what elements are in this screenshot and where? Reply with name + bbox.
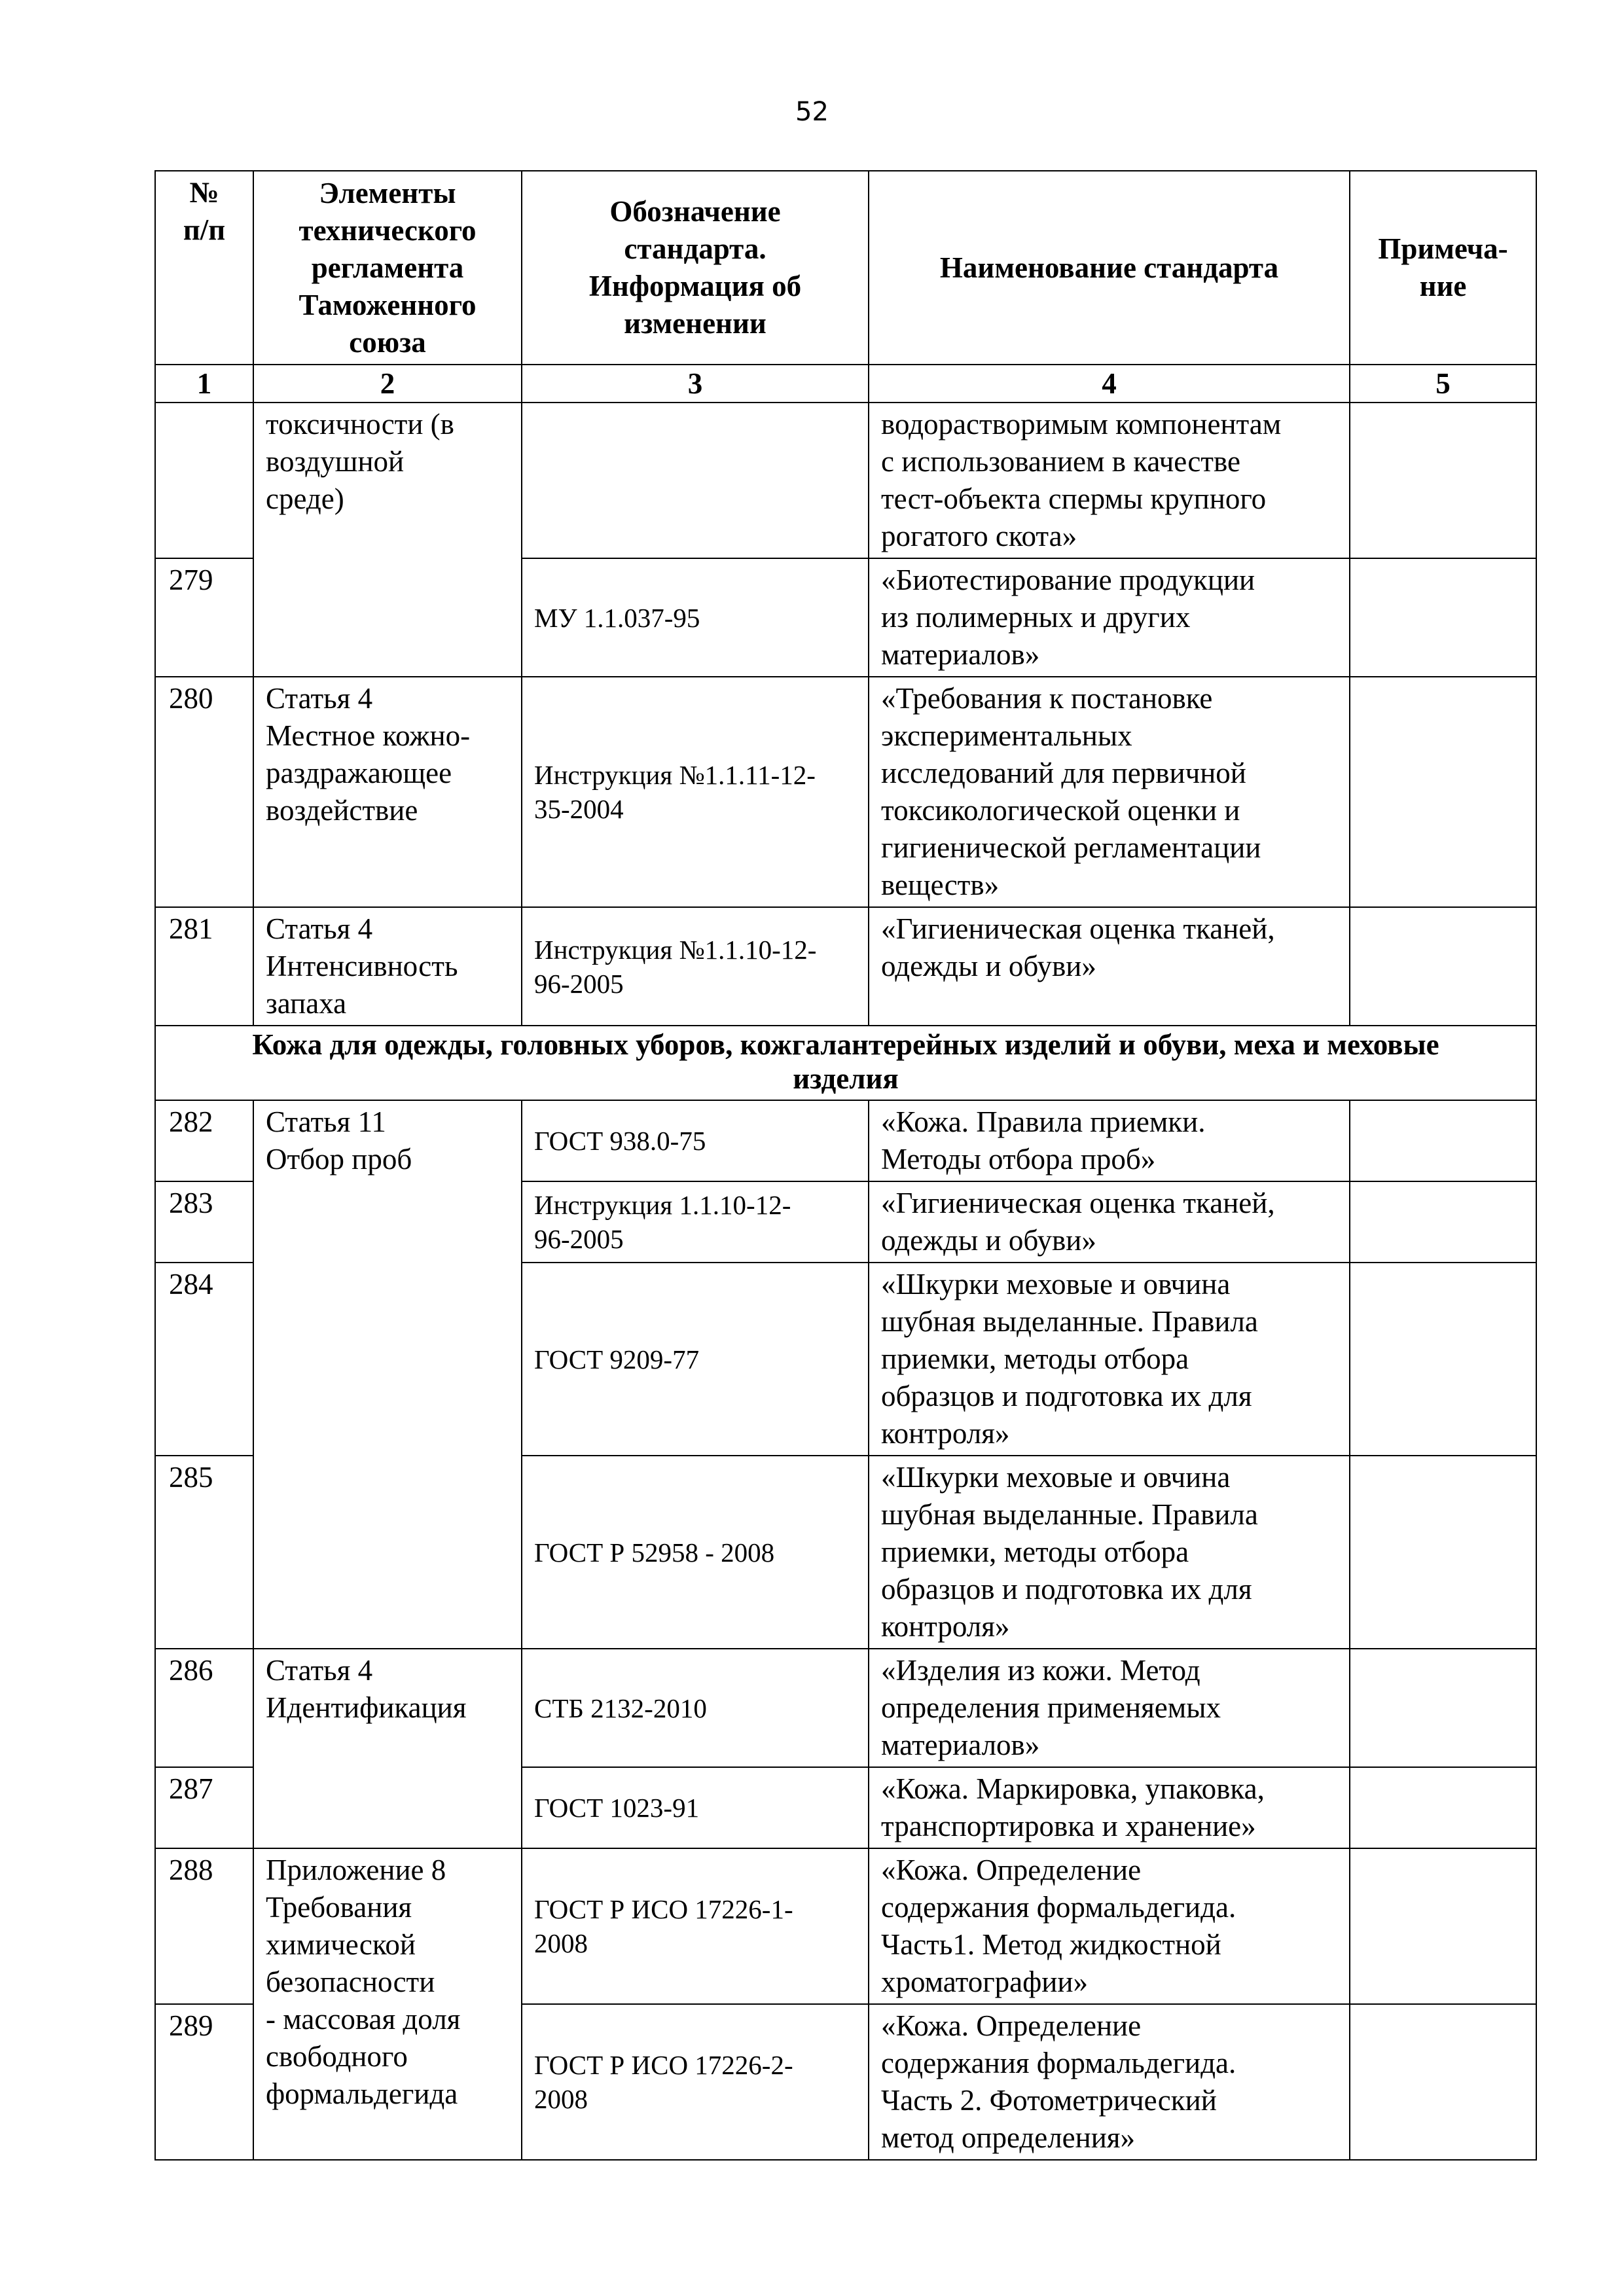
standard-designation: ГОСТ Р ИСО 17226-2- 2008: [522, 2004, 869, 2160]
row-number: 283: [155, 1181, 253, 1263]
column-number: 5: [1350, 365, 1536, 403]
header-name: Наименование стандарта: [869, 171, 1350, 365]
column-number: 4: [869, 365, 1350, 403]
row-number: 289: [155, 2004, 253, 2160]
standard-designation: ГОСТ Р ИСО 17226-1- 2008: [522, 1848, 869, 2004]
header-note: Примеча- ние: [1350, 171, 1536, 365]
note-cell: [1350, 1100, 1536, 1181]
row-number: 287: [155, 1767, 253, 1848]
table-row: [155, 907, 1536, 1026]
regulation-element: Статья 4 Идентификация: [253, 1649, 522, 1848]
standard-designation: [522, 403, 869, 558]
table-row: [155, 677, 1536, 907]
header-row: [155, 171, 1536, 365]
section-row: [155, 1026, 1536, 1100]
standard-name: «Шкурки меховые и овчина шубная выделанные. Правила приемки, методы отбора образцов и подготовка их для контроля»: [869, 1263, 1350, 1456]
table-row: [155, 403, 1536, 558]
row-number: 286: [155, 1649, 253, 1767]
header-element: Элементы технического регламента Таможенного союза: [253, 171, 522, 365]
standard-name: водорастворимым компонентам с использованием в качестве тест-объекта спермы крупного рогатого скота»: [869, 403, 1350, 558]
standard-designation: МУ 1.1.037-95: [522, 558, 869, 677]
row-number: 285: [155, 1456, 253, 1649]
page-number: 52: [795, 97, 829, 127]
row-number: 280: [155, 677, 253, 907]
regulation-element: Статья 4 Местное кожно- раздражающее воздействие: [253, 677, 522, 907]
standard-designation: Инструкция 1.1.10-12- 96-2005: [522, 1181, 869, 1263]
regulation-element: Приложение 8 Требования химической безопасности - массовая доля свободного формальдегида: [253, 1848, 522, 2160]
standard-name: «Шкурки меховые и овчина шубная выделанные. Правила приемки, методы отбора образцов и подготовка их для контроля»: [869, 1456, 1350, 1649]
row-number: 288: [155, 1848, 253, 2004]
row-number: [155, 403, 253, 558]
column-number-row: [155, 365, 1536, 403]
regulation-element: Статья 11 Отбор проб: [253, 1100, 522, 1649]
standard-name: «Кожа. Маркировка, упаковка, транспортировка и хранение»: [869, 1767, 1350, 1848]
standards-table: [154, 170, 1537, 2161]
table-row: [155, 1100, 1536, 1181]
standard-name: «Гигиеническая оценка тканей, одежды и обуви»: [869, 1181, 1350, 1263]
note-cell: [1350, 1181, 1536, 1263]
column-number: 1: [155, 365, 253, 403]
standard-name: «Гигиеническая оценка тканей, одежды и обуви»: [869, 907, 1350, 1026]
row-number: 279: [155, 558, 253, 677]
table-row: [155, 1649, 1536, 1767]
note-cell: [1350, 1848, 1536, 2004]
standard-name: «Кожа. Правила приемки. Методы отбора проб»: [869, 1100, 1350, 1181]
standard-name: «Биотестирование продукции из полимерных и других материалов»: [869, 558, 1350, 677]
note-cell: [1350, 1649, 1536, 1767]
column-number: 2: [253, 365, 522, 403]
note-cell: [1350, 1456, 1536, 1649]
standard-name: «Требования к постановке экспериментальных исследований для первичной токсикологической оценки и гигиенической регламентации веществ»: [869, 677, 1350, 907]
standard-designation: ГОСТ 938.0-75: [522, 1100, 869, 1181]
standard-designation: СТБ 2132-2010: [522, 1649, 869, 1767]
standard-designation: Инструкция №1.1.10-12- 96-2005: [522, 907, 869, 1026]
standard-designation: Инструкция №1.1.11-12- 35-2004: [522, 677, 869, 907]
header-number: № п/п: [155, 171, 253, 365]
note-cell: [1350, 1767, 1536, 1848]
note-cell: [1350, 907, 1536, 1026]
standard-designation: ГОСТ 9209-77: [522, 1263, 869, 1456]
regulation-element: токсичности (в воздушной среде): [253, 403, 522, 677]
section-heading: Кожа для одежды, головных уборов, кожгалантерейных изделий и обуви, меха и меховые изделия: [155, 1026, 1536, 1100]
note-cell: [1350, 1263, 1536, 1456]
row-number: 282: [155, 1100, 253, 1181]
standard-designation: ГОСТ Р 52958 - 2008: [522, 1456, 869, 1649]
standard-name: «Кожа. Определение содержания формальдегида. Часть 2. Фотометрический метод определения»: [869, 2004, 1350, 2160]
note-cell: [1350, 2004, 1536, 2160]
note-cell: [1350, 558, 1536, 677]
regulation-element: Статья 4 Интенсивность запаха: [253, 907, 522, 1026]
column-number: 3: [522, 365, 869, 403]
note-cell: [1350, 677, 1536, 907]
standard-designation: ГОСТ 1023-91: [522, 1767, 869, 1848]
table-row: [155, 1848, 1536, 2004]
header-designation: Обозначение стандарта. Информация об изменении: [522, 171, 869, 365]
note-cell: [1350, 403, 1536, 558]
row-number: 284: [155, 1263, 253, 1456]
standard-name: «Изделия из кожи. Метод определения применяемых материалов»: [869, 1649, 1350, 1767]
row-number: 281: [155, 907, 253, 1026]
standard-name: «Кожа. Определение содержания формальдегида. Часть1. Метод жидкостной хроматографии»: [869, 1848, 1350, 2004]
